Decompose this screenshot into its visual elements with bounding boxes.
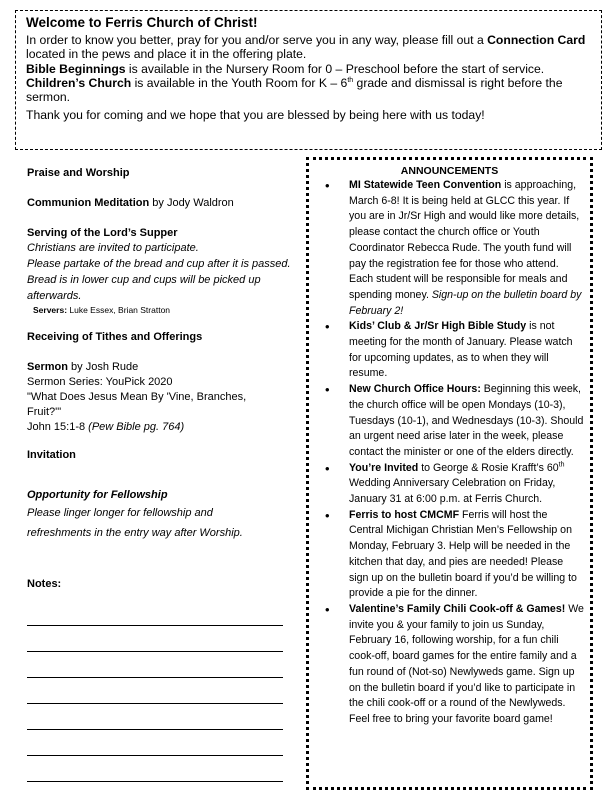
chili-text: We invite you & your family to join us Sunday, February 16, following worship, for a fun chili cook-off, board games for the entire family and a fun round of (Not-so) Newlyweds game. Sign up on the bulletin board if you’d like to participate in the chili cook-off or a round of the Newlyweds. Feel free to bring your favorite board game!: [349, 602, 584, 725]
cmcmf-heading: Ferris to host CMCMF: [349, 508, 460, 521]
fellowship-title: Opportunity for Fellowship: [27, 489, 168, 501]
welcome-p1-b: located in the pews and place it in the offering plate.: [26, 46, 307, 61]
communion-by: by Jody Waldron: [149, 197, 234, 209]
sermon-reference: [27, 420, 292, 435]
announcement-kids-club: [349, 319, 584, 382]
fellowship-body: Please linger longer for fellowship and refreshments in the entry way after Worship.: [27, 507, 243, 539]
announcements-list: [315, 178, 584, 728]
connection-card-label: Connection Card: [487, 33, 586, 47]
note-line[interactable]: [27, 755, 283, 756]
announcement-teen-convention: [349, 178, 584, 319]
announcement-office-hours: [349, 382, 584, 461]
welcome-box: [15, 10, 602, 150]
praise-heading: Praise and Worship: [27, 167, 130, 179]
supper-heading: Serving of the Lord’s Supper: [27, 227, 178, 239]
note-line[interactable]: [27, 651, 283, 652]
servers-names: Luke Essex, Brian Stratton: [67, 305, 171, 315]
welcome-p2-sup: th: [347, 77, 354, 85]
sermon-by: by Josh Rude: [67, 361, 139, 373]
welcome-children-programs: [26, 63, 595, 104]
announcement-chili-cookoff: [349, 602, 584, 728]
sermon-title: "What Does Jesus Mean By 'Vine, Branches, Fruit?'": [27, 391, 247, 418]
welcome-p2-a: is available in the Nursery Room for 0 – Preschool before the start of service.: [125, 62, 545, 77]
anniversary-text2: Wedding Anniversary Celebration on Friday, January 31 at 6:00 p.m. at Ferris Church.: [349, 477, 556, 506]
anniversary-sup: th: [558, 461, 565, 469]
announcement-anniversary: [349, 461, 584, 508]
kids-club-text: is not meeting for the month of January. Please watch for upcoming updates, as to when they will resume.: [349, 320, 573, 380]
announcements-box: [306, 157, 593, 790]
sermon-series: Sermon Series: YouPick 2020: [27, 376, 173, 388]
invitation-heading: Invitation: [27, 449, 76, 461]
note-line[interactable]: [27, 625, 283, 626]
sermon-heading: Sermon: [27, 361, 68, 373]
supper-instructions-text: Please partake of the bread and cup after it is passed. Bread is in lower cup and cups will be picked up afterwards.: [27, 258, 291, 302]
welcome-thanks: Thank you for coming and we hope that you are blessed by being here with us today!: [26, 107, 485, 122]
note-line[interactable]: [27, 677, 283, 678]
announcement-cmcmf: [349, 508, 584, 602]
supper-invite-text: Christians are invited to participate.: [27, 242, 199, 254]
supper-line1: [27, 241, 292, 256]
fellowship-text: [27, 503, 277, 543]
office-hours-text: Beginning this week, the church office will be open Mondays (10-3), Tuesdays (10-1), and Wednesdays (10-3). Should an urgent need arise later in the week, please contact the minister or one of the elders directly.: [349, 383, 584, 458]
teen-convention-heading: MI Statewide Teen Convention: [349, 179, 502, 191]
cmcmf-text: Ferris will host the Central Michigan Christian Men’s Fellowship on Monday, February 3. Help will be needed in the kitchen that day, and pies are needed! Please sign up on the bulletin board if you’d be willing to provide a pie for the dinner.: [349, 508, 577, 600]
teen-convention-signup: Sign-up on the bulletin board by February 2!: [349, 288, 582, 317]
sermon-line: [27, 360, 292, 375]
communion-heading: Communion Meditation: [27, 197, 150, 209]
tithes-heading: Receiving of Tithes and Offerings: [27, 331, 203, 343]
note-line[interactable]: [27, 729, 283, 730]
communion-line: [27, 196, 292, 211]
welcome-p2-c: grade and dismissal is right before the sermon.: [26, 76, 563, 104]
note-line[interactable]: [27, 781, 283, 782]
sermon-ref-text: John 15:1-8: [27, 421, 89, 433]
anniversary-heading: You’re Invited: [349, 461, 419, 474]
childrens-church-label: Children’s Church: [26, 76, 132, 91]
announcements-title: ANNOUNCEMENTS: [400, 165, 499, 177]
sermon-ref-page: (Pew Bible pg. 764): [88, 421, 185, 433]
welcome-connection-card: [26, 34, 595, 61]
fellowship-heading: [27, 488, 292, 503]
order-of-worship: [27, 166, 292, 592]
servers-line: [27, 304, 292, 316]
office-hours-heading: New Church Office Hours:: [349, 383, 481, 396]
kids-club-heading: Kids’ Club & Jr/Sr High Bible Study: [349, 320, 527, 333]
bible-beginnings-label: Bible Beginnings: [26, 62, 126, 77]
anniversary-text: to George & Rosie Krafft’s 60: [418, 461, 559, 474]
supper-line2: [27, 256, 292, 304]
servers-label: Servers:: [33, 305, 68, 315]
note-line[interactable]: [27, 703, 283, 704]
teen-convention-text: is approaching, March 6-8! It is being held at GLCC this year. If you are in Jr/Sr High and would like more details, please contact the church office or Youth Coordinator Rebecca Rude. The youth fund will pay the registration fee for those who attend. Each student will be responsible for meals and spending money.: [349, 179, 580, 301]
welcome-p2-b: is available in the Youth Room for K – 6: [131, 76, 348, 91]
chili-heading: Valentine’s Family Chili Cook-off & Games!: [349, 602, 566, 615]
welcome-p1-a: In order to know you better, pray for you and/or serve you in any way, please fill out a: [26, 33, 488, 47]
notes-label: Notes:: [27, 578, 62, 590]
welcome-title: Welcome to Ferris Church of Christ!: [26, 15, 258, 30]
